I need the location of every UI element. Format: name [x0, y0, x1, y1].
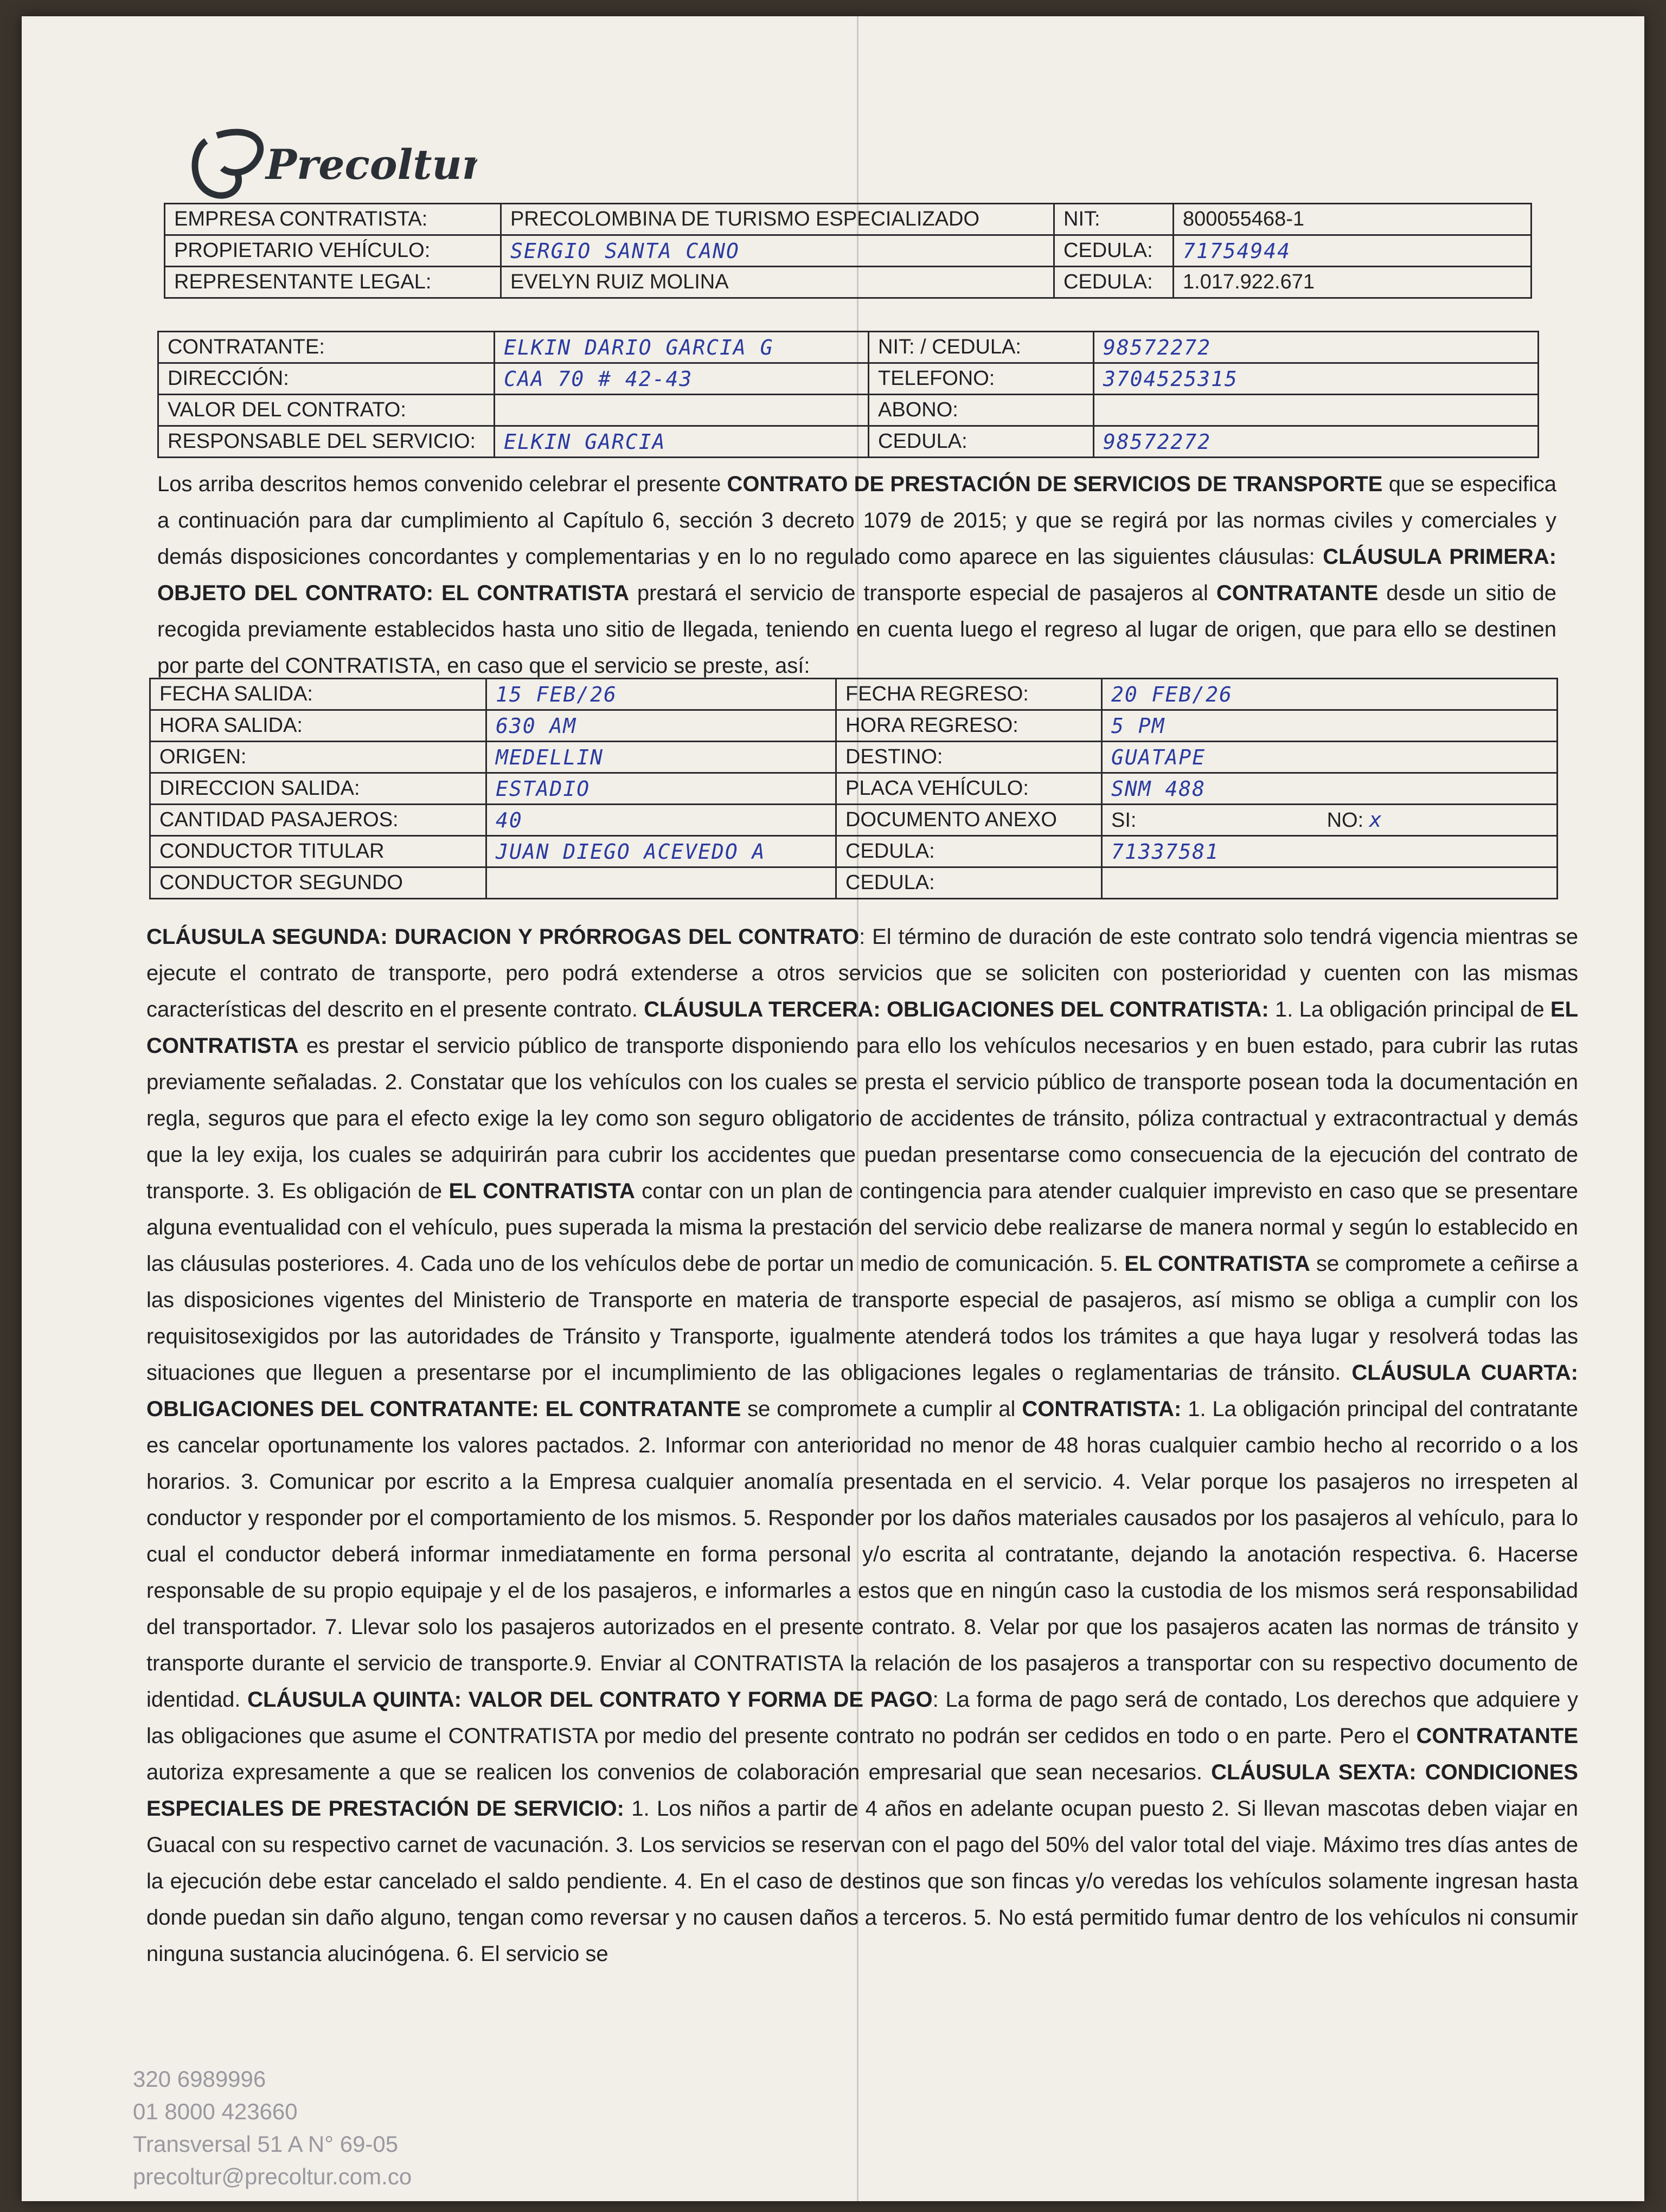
nit-cedula-value: 98572272: [1094, 332, 1539, 363]
direccion-salida-value: ESTADIO: [486, 773, 836, 805]
responsable-value: ELKIN GARCIA: [495, 426, 869, 458]
cedula-propietario-value: 71754944: [1174, 235, 1532, 267]
propietario-value: SERGIO SANTA CANO: [501, 235, 1054, 267]
si-label: SI:: [1111, 809, 1137, 832]
direccion-label: DIRECCIÓN:: [158, 363, 495, 395]
footer-email: precoltur@precoltur.com.co: [133, 2164, 412, 2189]
nit-value: 800055468-1: [1174, 204, 1532, 235]
clauses-paragraph: [146, 919, 1578, 1972]
trip-details-table: [149, 678, 1558, 899]
clause-bold-1: CLÁUSULA SEGUNDA: DURACION Y PRÓRROGAS DEL CONTRATO: [146, 925, 860, 949]
hora-salida-value: 630 AM: [486, 710, 836, 742]
company-logo: [184, 119, 477, 217]
intro-text-2: que se especifica a continuación para dar cumplimiento al Capítulo 6, sección 3 decreto 1079 de 2015; y que se regirá por las normas civiles y comerciales y demás disposiciones concordantes y complementarias y en lo no regulado como aparece en las siguientes cláusulas:: [157, 472, 1557, 569]
valor-contrato-label: VALOR DEL CONTRATO:: [158, 395, 495, 426]
footer-address: Transversal 51 A N° 69-05: [133, 2131, 399, 2157]
clause-text-3: es prestar el servicio público de transporte disponiendo para ello los vehículos necesarios y en buen estado, para cubrir las rutas previamente señaladas. 2. Constatar que los vehículos con los cuales se presta el servicio público de transporte posean toda la documentación en regla, seguros que para el efecto exige la ley como son seguro obligatorio de accidentes de tránsito, póliza contractual y extracontractual y demás que la ley exija, los cuales se adquirirán para cubrir los accidentes que puedan presentarse como consecuencia de la ejecución del contrato de transporte. 3. Es obligación de: [146, 1034, 1578, 1203]
cedula-representante-value: 1.017.922.671: [1174, 267, 1532, 298]
cedula-titular-label: CEDULA:: [836, 836, 1102, 867]
conductor-segundo-label: CONDUCTOR SEGUNDO: [150, 867, 486, 899]
clause-text-6: se compromete a cumplir al: [741, 1397, 1022, 1421]
telefono-label: TELEFONO:: [869, 363, 1094, 395]
clause-text-4: contar con un plan de contingencia para atender cualquier imprevisto en caso que se presentare alguna eventualidad con el vehículo, pues superada la misma la prestación del servicio debe realizarse de manera normal y según lo establecido en las cláusulas posteriores. 4. Cada uno de los vehículos debe de portar un medio de comunicación. 5.: [146, 1179, 1579, 1276]
no-label: NO:: [1327, 809, 1364, 832]
abono-label: ABONO:: [869, 395, 1094, 426]
empresa-label: EMPRESA CONTRATISTA:: [165, 204, 501, 235]
clause-bold-3: EL CONTRATISTA: [146, 998, 1579, 1058]
contratante-table: [157, 331, 1539, 458]
clause-bold-8: CLÁUSULA QUINTA: VALOR DEL CONTRATO Y FORMA DE PAGO: [247, 1688, 933, 1712]
cedula-responsable-label: CEDULA:: [869, 426, 1094, 458]
placa-value: SNM 488: [1102, 773, 1558, 805]
footer-phone-2: 01 8000 423660: [133, 2099, 298, 2124]
clause-text-2: 1. La obligación principal de: [1268, 998, 1550, 1021]
clause-text-5: se compromete a ceñirse a las disposiciones vigentes del Ministerio de Transporte en materia de transporte especial de pasajeros, así mismo se obliga a cumplir con los requisitosexigidos por las autoridades de Tránsito y Transporte, igualmente atenderá todos los trámites a que haya lugar y resolverá todas las situaciones que lleguen a presentarse por el incumplimiento de las obligaciones legales o reglamentarias de tránsito.: [146, 1252, 1578, 1385]
contratante-label: CONTRATANTE:: [158, 332, 495, 363]
cedula-responsable-value: 98572272: [1094, 426, 1539, 458]
clause-bold-7: CONTRATISTA:: [1022, 1397, 1182, 1421]
clause-bold-10: CLÁUSULA SEXTA: CONDICIONES ESPECIALES DE PRESTACIÓN DE SERVICIO:: [146, 1760, 1578, 1821]
destino-label: DESTINO:: [836, 742, 1102, 773]
hora-regreso-label: HORA REGRESO:: [836, 710, 1102, 742]
cantidad-pasajeros-value: 40: [486, 805, 836, 836]
documento-anexo-options: [1102, 805, 1558, 836]
conductor-titular-value: JUAN DIEGO ACEVEDO A: [486, 836, 836, 867]
cedula-titular-value: 71337581: [1102, 836, 1558, 867]
clause-bold-2: CLÁUSULA TERCERA: OBLIGACIONES DEL CONTRATISTA:: [644, 998, 1269, 1021]
responsable-label: RESPONSABLE DEL SERVICIO:: [158, 426, 495, 458]
hora-regreso-value: 5 PM: [1102, 710, 1558, 742]
contract-sheet: [22, 16, 1644, 2201]
empresa-value: PRECOLOMBINA DE TURISMO ESPECIALIZADO: [501, 204, 1054, 235]
cedula-segundo-value: [1102, 867, 1558, 899]
valor-contrato-value: [495, 395, 869, 426]
origen-label: ORIGEN:: [150, 742, 486, 773]
cantidad-pasajeros-label: CANTIDAD PASAJEROS:: [150, 805, 486, 836]
intro-text-3: prestará el servicio de transporte especial de pasajeros al: [629, 581, 1216, 605]
clause-bold-9: CONTRATANTE: [1416, 1724, 1578, 1748]
clause-text-7: 1. La obligación principal del contratante es cancelar oportunamente los valores pactados. 2. Informar con anterioridad no menor de 48 horas cualquier cambio hecho al recorrido o a los horarios. 3. Comunicar por escrito a la Empresa cualquier anomalía presentada en el servicio. 4. Velar porque los pasajeros no irrespeten al conductor y responder por el comportamiento de los mismos. 5. Responder por los daños materiales causados por los pasajeros al vehículo, para lo cual el conductor deberá informar inmediatamente en forma personal y/o escrita al contratante, dejando la anotación respectiva. 6. Hacerse responsable de su propio equipaje y el de los pasajeros, e informarles a estos que en ningún caso la custodia de los mismos será responsabilidad del transportador. 7. Llevar solo los pasajeros autorizados en el presente contrato. 8. Velar por que los pasajeros acaten las normas de tránsito y transporte durante el servicio de transporte.9. Enviar al CONTRATISTA la relación de los pasajeros a transportar con su respectivo documento de identidad.: [146, 1397, 1578, 1712]
clause-text-1: : El término de duración de este contrato solo tendrá vigencia mientras se ejecute el contrato de transporte, pero podrá extenderse a otros servicios que se soliciten con posterioridad y cuenten con las mismas características del descrito en el presente contrato.: [146, 925, 1578, 1021]
intro-paragraph: [157, 466, 1556, 684]
company-info-table: [164, 203, 1532, 299]
nit-cedula-label: NIT: / CEDULA:: [869, 332, 1094, 363]
clause-text-10: 1. Los niños a partir de 4 años en adelante ocupan puesto 2. Si llevan mascotas deben viajar en Guacal con su respectivo carnet de vacunación. 3. Los servicios se reservan con el pago del 50% del valor total del viaje. Máximo tres días antes de la ejecución debe estar cancelado el saldo pendiente. 4. En el caso de destinos que son fincas y/o veredas los vehículos solamente ingresan hasta donde puedan sin daño alguno, tengan como reversar y no causen daños a terceros. 5. No está permitido fumar dentro de los vehículos ni consumir ninguna sustancia alucinógena. 6. El servicio se: [146, 1797, 1578, 1966]
clause-bold-5: EL CONTRATISTA: [1124, 1252, 1310, 1276]
footer-contact: [133, 2063, 412, 2193]
logo-text: Precoltur: [266, 140, 477, 189]
intro-bold-1: CONTRATO DE PRESTACIÓN DE SERVICIOS DE TRANSPORTE: [727, 472, 1383, 496]
origen-value: MEDELLIN: [486, 742, 836, 773]
destino-value: GUATAPE: [1102, 742, 1558, 773]
representante-value: EVELYN RUIZ MOLINA: [501, 267, 1054, 298]
cedula-propietario-label: CEDULA:: [1054, 235, 1174, 267]
intro-bold-3: CONTRATANTE: [1216, 581, 1379, 605]
clause-bold-4: EL CONTRATISTA: [448, 1179, 635, 1203]
no-mark: x: [1369, 808, 1383, 832]
clause-text-9: autoriza expresamente a que se realicen los convenios de colaboración empresarial que sean necesarios.: [146, 1760, 1212, 1784]
conductor-titular-label: CONDUCTOR TITULAR: [150, 836, 486, 867]
clause-text-8: : La forma de pago será de contado, Los derechos que adquiere y las obligaciones que asume el CONTRATISTA por medio del presente contrato no podrán ser cedidos en todo o en parte. Pero el: [146, 1688, 1578, 1748]
propietario-label: PROPIETARIO VEHÍCULO:: [165, 235, 501, 267]
nit-label: NIT:: [1054, 204, 1174, 235]
cedula-representante-label: CEDULA:: [1054, 267, 1174, 298]
representante-label: REPRESENTANTE LEGAL:: [165, 267, 501, 298]
placa-label: PLACA VEHÍCULO:: [836, 773, 1102, 805]
clause-bold-6: CLÁUSULA CUARTA: OBLIGACIONES DEL CONTRATANTE: EL CONTRATANTE: [146, 1361, 1579, 1421]
fecha-regreso-value: 20 FEB/26: [1102, 679, 1558, 710]
intro-text-4: desde un sitio de recogida previamente establecidos hasta uno sitio de llegada, teniendo en cuenta luego el regreso al lugar de origen, que para ello se destinen por parte del CONTRATISTA, en caso que el servicio se preste, así:: [157, 581, 1557, 678]
abono-value: [1094, 395, 1539, 426]
conductor-segundo-value: [486, 867, 836, 899]
fecha-regreso-label: FECHA REGRESO:: [836, 679, 1102, 710]
footer-phone-1: 320 6989996: [133, 2066, 266, 2092]
fecha-salida-label: FECHA SALIDA:: [150, 679, 486, 710]
logo-graphic: [184, 119, 477, 217]
hora-salida-label: HORA SALIDA:: [150, 710, 486, 742]
cedula-segundo-label: CEDULA:: [836, 867, 1102, 899]
intro-bold-2: CLÁUSULA PRIMERA: OBJETO DEL CONTRATO: EL CONTRATISTA: [157, 545, 1557, 605]
telefono-value: 3704525315: [1094, 363, 1539, 395]
direccion-value: CAA 70 # 42-43: [495, 363, 869, 395]
contratante-value: ELKIN DARIO GARCIA G: [495, 332, 869, 363]
fecha-salida-value: 15 FEB/26: [486, 679, 836, 710]
direccion-salida-label: DIRECCION SALIDA:: [150, 773, 486, 805]
documento-anexo-label: DOCUMENTO ANEXO: [836, 805, 1102, 836]
intro-text-1: Los arriba descritos hemos convenido celebrar el presente: [157, 472, 727, 496]
